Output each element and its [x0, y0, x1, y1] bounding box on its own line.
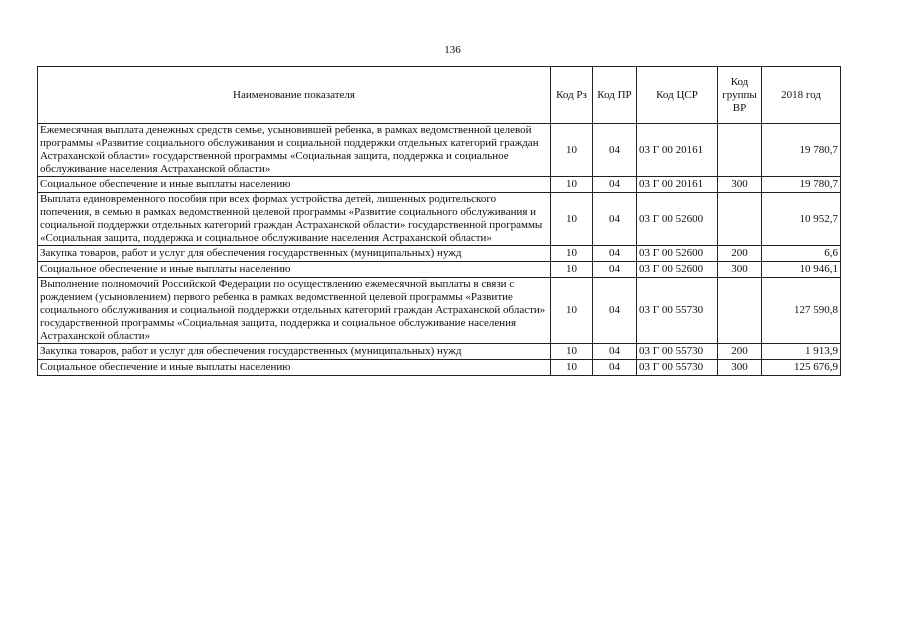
row-pr: 04	[593, 262, 637, 278]
row-name: Ежемесячная выплата денежных средств семье, усыновившей ребенка, в рамках ведомственной целевой программы «Развитие социального обслуживания и социальной поддержки отдельных категорий граждан Астраханской области» государственной программы «Социальная защита, поддержка и социальное обслуживание населения Астраханской области»	[38, 124, 551, 177]
row-value: 19 780,7	[762, 177, 841, 193]
header-pr: Код ПР	[593, 67, 637, 124]
row-pr: 04	[593, 177, 637, 193]
row-value: 125 676,9	[762, 360, 841, 376]
row-rz: 10	[551, 177, 593, 193]
row-rz: 10	[551, 262, 593, 278]
budget-table	[37, 66, 841, 376]
row-name: Социальное обеспечение и иные выплаты населению	[38, 360, 551, 376]
row-name: Закупка товаров, работ и услуг для обеспечения государственных (муниципальных) нужд	[38, 344, 551, 360]
row-value: 127 590,8	[762, 278, 841, 344]
row-vr	[718, 193, 762, 246]
row-rz: 10	[551, 278, 593, 344]
row-rz: 10	[551, 360, 593, 376]
row-csr: 03 Г 00 55730	[637, 278, 718, 344]
row-rz: 10	[551, 344, 593, 360]
row-rz: 10	[551, 246, 593, 262]
row-vr: 300	[718, 360, 762, 376]
row-rz: 10	[551, 124, 593, 177]
row-value: 1 913,9	[762, 344, 841, 360]
row-vr: 200	[718, 246, 762, 262]
header-csr: Код ЦСР	[637, 67, 718, 124]
row-pr: 04	[593, 246, 637, 262]
page-number: 136	[444, 44, 461, 56]
row-csr: 03 Г 00 55730	[637, 344, 718, 360]
row-value: 10 952,7	[762, 193, 841, 246]
row-vr: 200	[718, 344, 762, 360]
table-row	[38, 262, 841, 278]
table-row	[38, 278, 841, 344]
row-name: Социальное обеспечение и иные выплаты населению	[38, 262, 551, 278]
table-header-row	[38, 67, 841, 124]
table-row	[38, 124, 841, 177]
row-csr: 03 Г 00 55730	[637, 360, 718, 376]
row-vr	[718, 278, 762, 344]
header-name: Наименование показателя	[38, 67, 551, 124]
row-csr: 03 Г 00 20161	[637, 124, 718, 177]
header-rz: Код Рз	[551, 67, 593, 124]
row-name: Выплата единовременного пособия при всех формах устройства детей, лишенных родительского попечения, в семью в рамках ведомственной целевой программы «Развитие социального обслуживания и социальной поддержки отдельных категорий граждан Астраханской области» государственной программы «Социальная защита, поддержка и социальное обслуживание населения Астраханской области»	[38, 193, 551, 246]
row-vr: 300	[718, 177, 762, 193]
row-pr: 04	[593, 124, 637, 177]
row-value: 19 780,7	[762, 124, 841, 177]
row-vr: 300	[718, 262, 762, 278]
row-name: Закупка товаров, работ и услуг для обеспечения государственных (муниципальных) нужд	[38, 246, 551, 262]
table-row	[38, 344, 841, 360]
table-row	[38, 193, 841, 246]
row-vr	[718, 124, 762, 177]
table-row	[38, 177, 841, 193]
header-vr: Код группы ВР	[718, 67, 762, 124]
row-pr: 04	[593, 360, 637, 376]
header-year: 2018 год	[762, 67, 841, 124]
row-pr: 04	[593, 278, 637, 344]
row-value: 6,6	[762, 246, 841, 262]
row-csr: 03 Г 00 52600	[637, 246, 718, 262]
row-value: 10 946,1	[762, 262, 841, 278]
row-rz: 10	[551, 193, 593, 246]
row-csr: 03 Г 00 20161	[637, 177, 718, 193]
row-csr: 03 Г 00 52600	[637, 262, 718, 278]
row-pr: 04	[593, 344, 637, 360]
row-csr: 03 Г 00 52600	[637, 193, 718, 246]
row-name: Выполнение полномочий Российской Федерации по осуществлению ежемесячной выплаты в связи с рождением (усыновлением) первого ребенка в рамках ведомственной целевой программы «Развитие социального обслуживания и социальной поддержки отдельных категорий граждан Астраханской области» государственной программы «Социальная защита, поддержка и социальное обслуживание населения Астраханской области»	[38, 278, 551, 344]
row-pr: 04	[593, 193, 637, 246]
row-name: Социальное обеспечение и иные выплаты населению	[38, 177, 551, 193]
table-row	[38, 246, 841, 262]
table-row	[38, 360, 841, 376]
